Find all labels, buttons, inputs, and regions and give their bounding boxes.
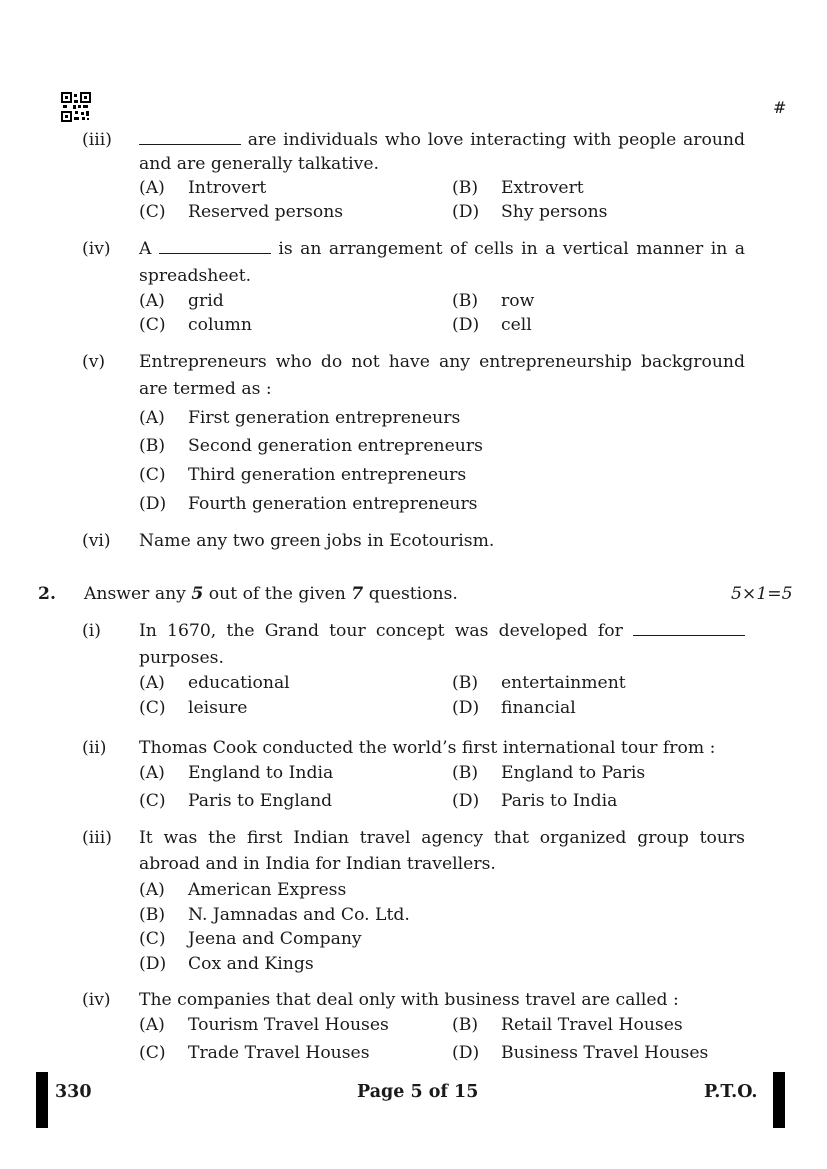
page-number: Page 5 of 15	[357, 1082, 479, 1102]
option-text: Second generation entrepreneurs	[188, 436, 483, 456]
option-text: Jeena and Company	[188, 929, 362, 949]
question-text: A is an arrangement of cells in a vertical manner in a	[139, 239, 745, 259]
option-text: England to India	[188, 763, 334, 783]
question-number: (iv)	[82, 239, 111, 259]
question-text: It was the first Indian travel agency that organized group tours	[139, 828, 745, 848]
option-text: N. Jamnadas and Co. Ltd.	[188, 905, 410, 925]
option-label: (A)	[139, 880, 165, 900]
question-text: Entrepreneurs who do not have any entrepreneurship background	[139, 352, 745, 372]
option-text: Trade Travel Houses	[188, 1043, 370, 1063]
question-text: abroad and in India for Indian travellers.	[139, 854, 496, 874]
qr-code-icon	[61, 92, 91, 122]
question-number: (ii)	[82, 738, 107, 758]
question-text: spreadsheet.	[139, 266, 252, 286]
option-text: Retail Travel Houses	[501, 1015, 683, 1035]
paper-code: 330	[55, 1082, 92, 1102]
option-text: row	[501, 291, 535, 311]
page-hash-mark: #	[773, 98, 787, 117]
question-text: In 1670, the Grand tour concept was developed for	[139, 619, 745, 643]
option-label: (D)	[139, 954, 167, 974]
option-label: (B)	[452, 291, 479, 311]
option-text: American Express	[188, 880, 347, 900]
option-text: Third generation entrepreneurs	[188, 465, 467, 485]
option-text: leisure	[188, 698, 248, 718]
question-text: The companies that deal only with business travel are called :	[139, 990, 679, 1010]
option-text: Shy persons	[501, 202, 608, 222]
question-number: (vi)	[82, 531, 111, 551]
option-text: Cox and Kings	[188, 954, 314, 974]
question-text: Thomas Cook conducted the world’s first international tour from :	[139, 738, 716, 758]
option-label: (D)	[452, 202, 480, 222]
option-text: First generation entrepreneurs	[188, 408, 461, 428]
option-text: England to Paris	[501, 763, 646, 783]
option-label: (B)	[139, 436, 166, 456]
option-text: grid	[188, 291, 224, 311]
marks-allocation: 5×1=5	[731, 584, 793, 604]
option-text: entertainment	[501, 673, 626, 693]
option-label: (D)	[139, 494, 167, 514]
option-text: column	[188, 315, 252, 335]
option-text: Paris to England	[188, 791, 333, 811]
option-label: (C)	[139, 465, 166, 485]
option-label: (B)	[452, 1015, 479, 1035]
option-text: Tourism Travel Houses	[188, 1015, 389, 1035]
option-label: (A)	[139, 1015, 165, 1035]
option-label: (D)	[452, 698, 480, 718]
question-number: (i)	[82, 621, 101, 641]
option-text: Extrovert	[501, 178, 584, 198]
option-label: (C)	[139, 698, 166, 718]
footer-right-bar	[773, 1072, 785, 1128]
option-label: (D)	[452, 791, 480, 811]
option-label: (C)	[139, 1043, 166, 1063]
option-text: Fourth generation entrepreneurs	[188, 494, 478, 514]
option-label: (A)	[139, 178, 165, 198]
question-instruction: Answer any 5 out of the given 7 questions.	[84, 584, 458, 604]
option-label: (A)	[139, 408, 165, 428]
option-label: (C)	[139, 202, 166, 222]
question-text: purposes.	[139, 648, 224, 668]
option-text: Reserved persons	[188, 202, 344, 222]
question-number: (v)	[82, 352, 106, 372]
option-label: (B)	[452, 178, 479, 198]
answer-blank	[139, 129, 241, 145]
option-label: (D)	[452, 1043, 480, 1063]
option-text: Introvert	[188, 178, 267, 198]
option-label: (D)	[452, 315, 480, 335]
option-label: (A)	[139, 763, 165, 783]
footer-left-bar	[36, 1072, 48, 1128]
option-label: (B)	[452, 673, 479, 693]
option-label: (C)	[139, 315, 166, 335]
option-text: Paris to India	[501, 791, 618, 811]
question-text: Name any two green jobs in Ecotourism.	[139, 531, 495, 551]
question-number: 2.	[38, 584, 56, 604]
question-text: are termed as :	[139, 379, 272, 399]
question-text: are individuals who love interacting with people around	[139, 128, 745, 152]
option-label: (A)	[139, 291, 165, 311]
please-turn-over: P.T.O.	[704, 1082, 758, 1102]
question-number: (iii)	[82, 828, 112, 848]
option-text: cell	[501, 315, 532, 335]
option-label: (C)	[139, 929, 166, 949]
answer-blank	[159, 238, 271, 254]
answer-blank	[633, 620, 745, 636]
question-number: (iii)	[82, 130, 112, 150]
option-label: (C)	[139, 791, 166, 811]
option-label: (A)	[139, 673, 165, 693]
option-text: financial	[501, 698, 576, 718]
question-text: and are generally talkative.	[139, 154, 379, 174]
option-label: (B)	[139, 905, 166, 925]
option-text: Business Travel Houses	[501, 1043, 709, 1063]
option-label: (B)	[452, 763, 479, 783]
question-number: (iv)	[82, 990, 111, 1010]
option-text: educational	[188, 673, 290, 693]
